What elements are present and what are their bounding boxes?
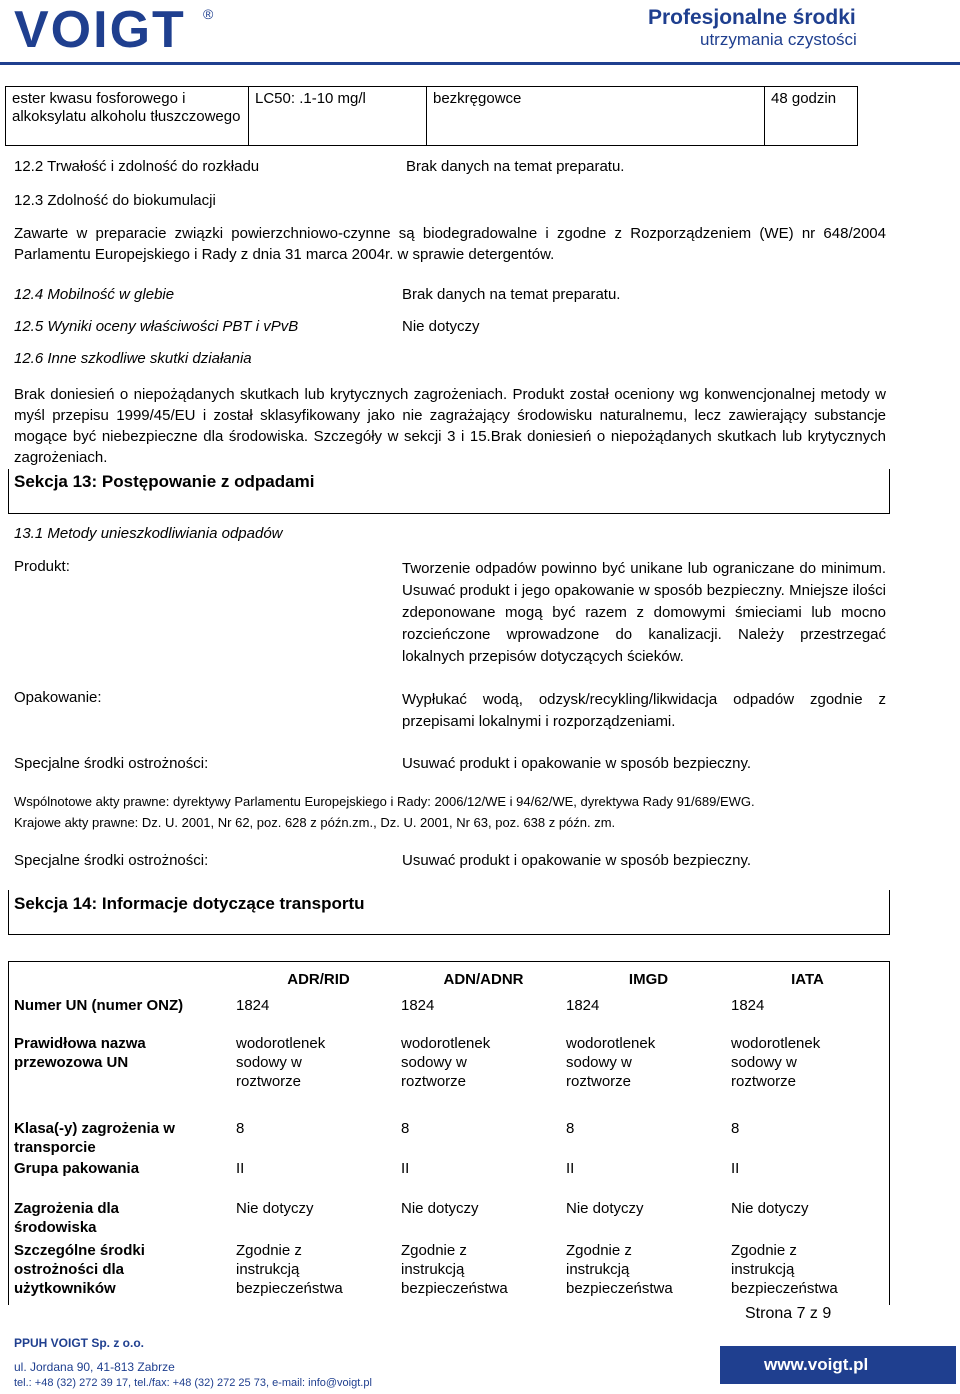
col-adn: ADN/ADNR — [443, 971, 524, 988]
cell: wodorotlenek sodowy w roztworze — [731, 1035, 821, 1090]
s12-4-label: 12.4 Mobilność w glebie — [14, 286, 175, 303]
law-national: Krajowe akty prawne: Dz. U. 2001, Nr 62, poz. 628 z późn.zm., Dz. U. 2001, Nr 63, poz. 638 z późn. zm. — [14, 815, 616, 830]
section14-title: Sekcja 14: Informacje dotyczące transportu — [14, 894, 365, 913]
registered-mark: ® — [203, 6, 214, 22]
cell: wodorotlenek sodowy w roztworze — [236, 1035, 326, 1090]
s12-5-value: Nie dotyczy — [402, 318, 480, 335]
substance-cell: ester kwasu fosforowego i alkoksylatu alkoholu tłuszczowego — [6, 87, 249, 146]
cell: Nie dotyczy — [236, 1200, 314, 1217]
table-header-row — [14, 970, 884, 996]
cell: 8 — [566, 1120, 575, 1137]
s12-6-text: Brak doniesień o niepożądanych skutkach lub krytycznych zagrożeniach. Produkt został oceniony wg konwencjonalnej metody w myśl przepisu 1999/45/EU i został sklasyfikowany jako nie zagrażający środowisku naturalnemu, lecz zawierający substancje mogące być niebezpieczne dla środowiska. Szczegóły w sekcji 3 i 15.Brak doniesień o niepożądanych skutkach lub krytycznych zagrożeniach. — [14, 386, 886, 466]
cell: 1824 — [731, 997, 765, 1014]
special-label: Specjalne środki ostrożności: — [14, 755, 209, 772]
table-row — [14, 1159, 884, 1199]
cell: Zgodnie z instrukcją bezpieczeństwa — [236, 1242, 343, 1297]
s12-2-value: Brak danych na temat preparatu. — [406, 158, 625, 175]
s12-6-label: 12.6 Inne szkodliwe skutki działania — [14, 350, 252, 367]
header-blank — [14, 970, 236, 996]
section14-box — [8, 890, 890, 935]
row-label: Grupa pakowania — [14, 1160, 140, 1177]
tagline-line2: utrzymania czystości — [700, 30, 857, 49]
s13-1-label: 13.1 Metody unieszkodliwiania odpadów — [14, 525, 283, 542]
footer-website-bar — [720, 1346, 956, 1384]
footer-address: ul. Jordana 90, 41-813 Zabrze — [14, 1360, 175, 1374]
table-row — [14, 1034, 884, 1119]
packaging-text: Wypłukać wodą, odzysk/recykling/likwidacja odpadów zgodnie z przepisami lokalnymi i rozporządzeniami. — [402, 691, 886, 730]
col-iata: IATA — [791, 971, 824, 988]
row-label: Zagrożenia dla środowiska — [14, 1200, 120, 1236]
product-label: Produkt: — [14, 558, 70, 575]
cell: 8 — [401, 1120, 410, 1137]
footer — [0, 1332, 960, 1394]
section13-box — [8, 469, 890, 514]
page-number: Strona 7 z 9 — [745, 1305, 832, 1322]
table-row — [14, 1119, 884, 1159]
cell: Nie dotyczy — [566, 1200, 644, 1217]
cell: wodorotlenek sodowy w roztworze — [566, 1035, 656, 1090]
law-community: Wspólnotowe akty prawne: dyrektywy Parlamentu Europejskiego i Rady: 2006/12/WE i 94/62/WE, dyrektywa Rady 91/689/EWG. — [14, 794, 755, 809]
special2-label: Specjalne środki ostrożności: — [14, 852, 209, 869]
s12-5-label: 12.5 Wyniki oceny właściwości PBT i vPvB — [14, 318, 299, 335]
table-row — [14, 996, 884, 1034]
cell: wodorotlenek sodowy w roztworze — [401, 1035, 491, 1090]
row-label: Numer UN (numer ONZ) — [14, 997, 184, 1014]
tagline-line1: Profesjonalne środki — [648, 6, 856, 29]
table-row — [14, 1199, 884, 1241]
col-adr: ADR/RID — [287, 971, 350, 988]
transport-table — [14, 970, 884, 1301]
s12-4-value: Brak danych na temat preparatu. — [402, 286, 621, 303]
cell: Nie dotyczy — [731, 1200, 809, 1217]
s12-2-label: 12.2 Trwałość i zdolność do rozkładu — [14, 158, 260, 175]
cell: Nie dotyczy — [401, 1200, 479, 1217]
time-cell: 48 godzin — [765, 87, 858, 146]
cell: II — [401, 1160, 410, 1177]
table-row — [6, 87, 858, 146]
col-imgd: IMGD — [628, 971, 669, 988]
special-text: Usuwać produkt i opakowanie w sposób bezpieczny. — [402, 755, 752, 772]
toxicity-table — [5, 86, 858, 146]
header — [0, 0, 960, 70]
packaging-label: Opakowanie: — [14, 689, 102, 706]
section13-title: Sekcja 13: Postępowanie z odpadami — [14, 472, 315, 491]
cell: II — [731, 1160, 740, 1177]
footer-contact: tel.: +48 (32) 272 39 17, tel./fax: +48 (32) 272 25 73, e-mail: info@voigt.pl — [14, 1377, 372, 1389]
s12-3-text: Zawarte w preparacie związki powierzchniowo-czynne są biodegradowalne i zgodne z Rozporządzeniem (WE) nr 648/2004 Parlamentu Europejskiego i Rady z dnia 31 marca 2004r. w sprawie detergentów. — [14, 225, 886, 263]
product-text: Tworzenie odpadów powinno być unikane lub ograniczane do minimum. Usuwać produkt i jego opakowanie w sposób bezpieczny. Mniejsze ilości zdeponowane mogą być razem z domowymi śmieciami lub mocno rozcieńczone wprowadzone do kanalizacji. Należy przestrzegać lokalnych przepisów dotyczących ścieków. — [402, 560, 886, 665]
cell: 8 — [731, 1120, 740, 1137]
cell: 1824 — [566, 997, 600, 1014]
cell: 8 — [236, 1120, 245, 1137]
row-label: Szczególne środki ostrożności dla użytkowników — [14, 1242, 145, 1297]
cell: Zgodnie z instrukcją bezpieczeństwa — [731, 1242, 838, 1297]
cell: II — [566, 1160, 575, 1177]
row-label: Prawidłowa nazwa przewozowa UN — [14, 1035, 146, 1071]
cell: 1824 — [236, 997, 270, 1014]
cell: Zgodnie z instrukcją bezpieczeństwa — [401, 1242, 508, 1297]
header-rule — [0, 62, 960, 65]
special2-text: Usuwać produkt i opakowanie w sposób bezpieczny. — [402, 852, 752, 869]
row-label: Klasa(-y) zagrożenia w transporcie — [14, 1120, 175, 1156]
organism-cell: bezkręgowce — [427, 87, 765, 146]
cell: II — [236, 1160, 245, 1177]
cell: 1824 — [401, 997, 435, 1014]
value-cell: LC50: .1-10 mg/l — [249, 87, 427, 146]
voigt-logo: VOIGT — [14, 1, 186, 59]
table-row — [14, 1241, 884, 1301]
s12-3-label: 12.3 Zdolność do biokumulacji — [14, 192, 216, 209]
footer-website[interactable]: www.voigt.pl — [764, 1355, 869, 1374]
footer-company: PPUH VOIGT Sp. z o.o. — [14, 1336, 145, 1350]
cell: Zgodnie z instrukcją bezpieczeństwa — [566, 1242, 673, 1297]
